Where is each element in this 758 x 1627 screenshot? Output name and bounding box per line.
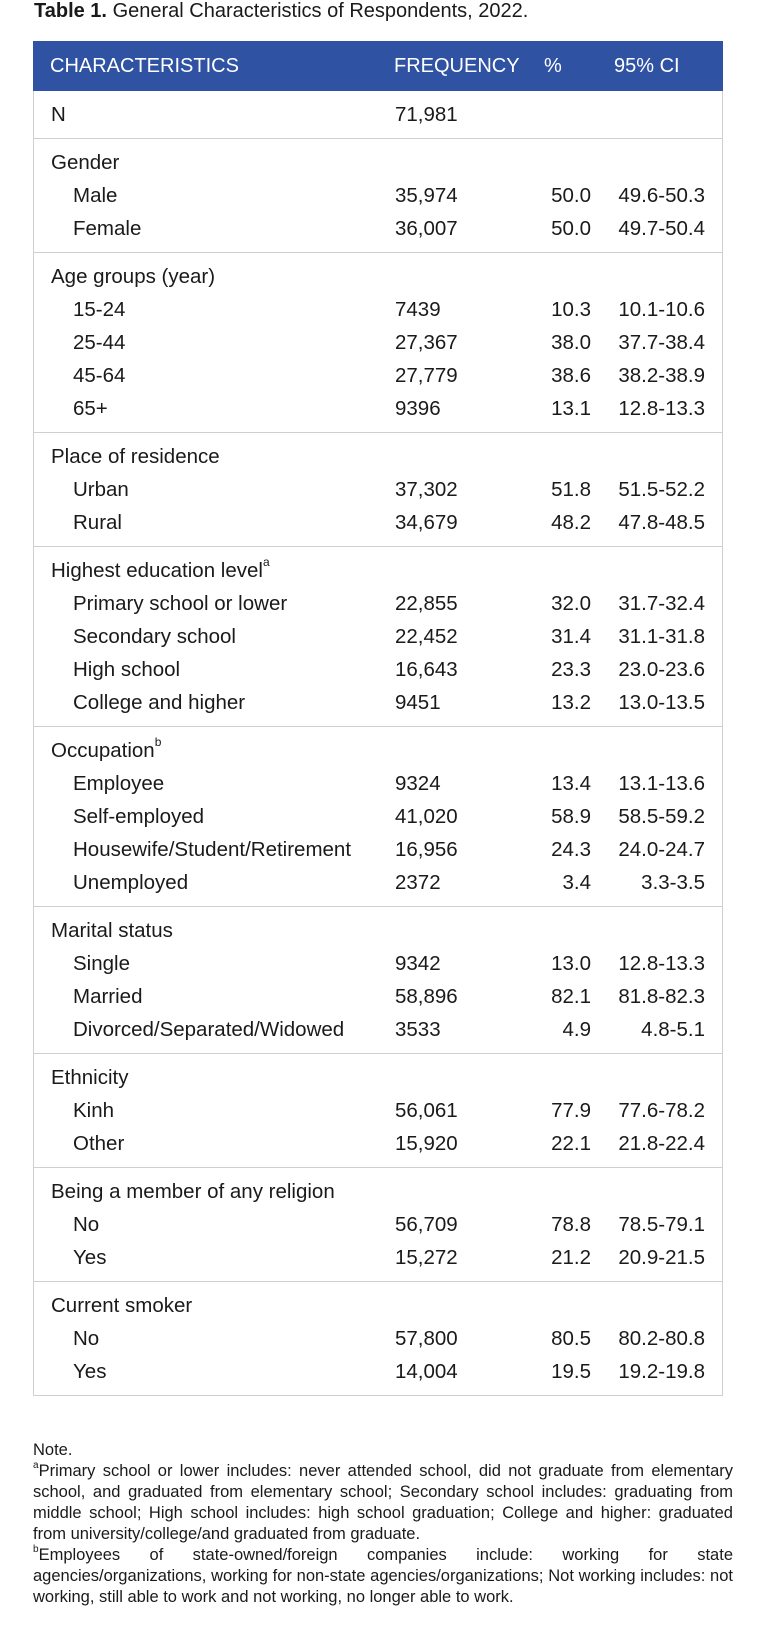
section-title-text: Being a member of any religion	[51, 1180, 335, 1203]
section-title-text: Gender	[51, 151, 120, 174]
table-section	[34, 91, 722, 139]
table-caption-text: General Characteristics of Respondents, 2022.	[112, 0, 529, 22]
section-title	[51, 103, 66, 127]
row-ci: 58.5-59.2	[618, 805, 705, 828]
table-row	[34, 393, 722, 426]
table-section	[34, 727, 722, 907]
row-frequency: 3533	[395, 1018, 441, 1041]
row-ci: 19.2-19.8	[618, 1360, 705, 1383]
row-percent: 80.5	[551, 1327, 591, 1350]
row-frequency: 16,956	[395, 838, 458, 861]
note-a-marker: a	[33, 1459, 39, 1471]
row-ci: 31.1-31.8	[618, 625, 705, 648]
table-row	[34, 294, 722, 327]
row-frequency: 36,007	[395, 217, 458, 240]
table-section	[34, 433, 722, 547]
row-percent: 23.3	[551, 658, 591, 681]
table-row	[34, 687, 722, 720]
row-label: Male	[73, 184, 118, 207]
table-row	[34, 654, 722, 687]
row-label: 15-24	[73, 298, 126, 321]
note-a	[33, 1461, 733, 1545]
section-title-row	[34, 555, 722, 588]
row-ci: 4.8-5.1	[641, 1018, 705, 1041]
row-percent: 50.0	[551, 184, 591, 207]
row-label: High school	[73, 658, 181, 681]
row-label: Self-employed	[73, 805, 205, 828]
table-row	[34, 981, 722, 1014]
row-percent: 78.8	[551, 1213, 591, 1236]
section-title-text: Age groups (year)	[51, 265, 216, 288]
table-row	[34, 801, 722, 834]
table-row	[34, 588, 722, 621]
note-b-marker: b	[33, 1543, 39, 1555]
footnote-marker: b	[154, 735, 162, 750]
table-notes	[33, 1440, 733, 1608]
row-frequency: 9451	[395, 691, 441, 714]
row-frequency: 15,272	[395, 1246, 458, 1269]
section-title-text: Occupation	[51, 739, 155, 762]
row-percent: 77.9	[551, 1099, 591, 1122]
table-section	[34, 1054, 722, 1168]
row-label: 25-44	[73, 331, 126, 354]
row-frequency: 14,004	[395, 1360, 458, 1383]
characteristics-table	[33, 41, 723, 1396]
row-percent: 13.4	[551, 772, 591, 795]
table-row	[34, 327, 722, 360]
row-frequency: 22,855	[395, 592, 458, 615]
table-section	[34, 253, 722, 433]
row-ci: 12.8-13.3	[618, 397, 705, 420]
row-ci: 10.1-10.6	[618, 298, 705, 321]
row-label: Female	[73, 217, 142, 240]
table-row	[34, 834, 722, 867]
section-title-row	[34, 1062, 722, 1095]
row-frequency: 34,679	[395, 511, 458, 534]
row-frequency: 37,302	[395, 478, 458, 501]
row-percent: 3.4	[562, 871, 591, 894]
row-ci: 20.9-21.5	[618, 1246, 705, 1269]
row-percent: 82.1	[551, 985, 591, 1008]
section-title	[51, 1066, 128, 1090]
table-row	[34, 948, 722, 981]
table-caption	[34, 0, 528, 22]
row-ci: 13.0-13.5	[618, 691, 705, 714]
row-ci: 21.8-22.4	[618, 1132, 705, 1155]
notes-heading: Note.	[33, 1441, 73, 1459]
header-ci: 95% CI	[614, 55, 680, 77]
row-percent: 50.0	[551, 217, 591, 240]
row-percent: 10.3	[551, 298, 591, 321]
row-frequency: 58,896	[395, 985, 458, 1008]
table-row	[34, 621, 722, 654]
table-row	[34, 768, 722, 801]
row-percent: 4.9	[562, 1018, 591, 1041]
table-row	[34, 180, 722, 213]
table-section	[34, 1282, 722, 1396]
row-percent: 38.6	[551, 364, 591, 387]
header-percent: %	[544, 55, 562, 77]
row-frequency: 27,367	[395, 331, 458, 354]
table-row	[34, 1128, 722, 1161]
section-title-text: Marital status	[51, 919, 173, 942]
row-label: College and higher	[73, 691, 246, 714]
row-frequency: 56,061	[395, 1099, 458, 1122]
table-row	[34, 1356, 722, 1389]
section-title-row	[34, 1290, 722, 1323]
table-row	[34, 1209, 722, 1242]
row-label: Divorced/Separated/Widowed	[73, 1018, 345, 1041]
row-percent: 13.1	[551, 397, 591, 420]
row-ci: 23.0-23.6	[618, 658, 705, 681]
row-frequency: 16,643	[395, 658, 458, 681]
table-row	[34, 507, 722, 540]
row-ci: 47.8-48.5	[618, 511, 705, 534]
row-percent: 51.8	[551, 478, 591, 501]
row-frequency: 9396	[395, 397, 441, 420]
section-title-row	[34, 1176, 722, 1209]
section-title	[51, 265, 215, 289]
row-frequency: 56,709	[395, 1213, 458, 1236]
row-ci: 13.1-13.6	[618, 772, 705, 795]
note-b-text: Employees of state-owned/foreign companies include: working for state agencies/organizations, working for non-state agencies/organizations; Not working includes: not working, still able to work and not working, no longer able to work.	[33, 1546, 733, 1606]
row-frequency: 9342	[395, 952, 441, 975]
row-ci: 80.2-80.8	[618, 1327, 705, 1350]
row-label: Married	[73, 985, 143, 1008]
row-label: Rural	[73, 511, 122, 534]
row-label: Single	[73, 952, 130, 975]
row-ci: 49.7-50.4	[618, 217, 705, 240]
section-title	[51, 445, 220, 469]
row-label: Yes	[73, 1360, 107, 1383]
row-ci: 77.6-78.2	[618, 1099, 705, 1122]
table-row	[34, 867, 722, 900]
row-ci: 38.2-38.9	[618, 364, 705, 387]
table-row	[34, 360, 722, 393]
row-ci: 51.5-52.2	[618, 478, 705, 501]
row-ci: 37.7-38.4	[618, 331, 705, 354]
row-percent: 58.9	[551, 805, 591, 828]
row-frequency: 2372	[395, 871, 441, 894]
row-ci: 78.5-79.1	[618, 1213, 705, 1236]
header-frequency: FREQUENCY	[394, 55, 520, 77]
section-title-row	[34, 147, 722, 180]
row-ci: 12.8-13.3	[618, 952, 705, 975]
section-title-row	[34, 99, 722, 132]
section-title-row	[34, 915, 722, 948]
row-label: Urban	[73, 478, 129, 501]
row-percent: 38.0	[551, 331, 591, 354]
row-label: No	[73, 1213, 100, 1236]
row-percent: 22.1	[551, 1132, 591, 1155]
table-section	[34, 1168, 722, 1282]
section-title	[51, 735, 162, 763]
row-label: Yes	[73, 1246, 107, 1269]
section-title-text: Ethnicity	[51, 1066, 129, 1089]
row-frequency: 9324	[395, 772, 441, 795]
footnote-marker: a	[262, 555, 270, 570]
section-title	[51, 151, 119, 175]
table-section	[34, 139, 722, 253]
row-frequency: 27,779	[395, 364, 458, 387]
section-title	[51, 1180, 335, 1204]
note-b	[33, 1545, 733, 1608]
row-label: Housewife/Student/Retirement	[73, 838, 352, 861]
row-ci: 31.7-32.4	[618, 592, 705, 615]
table-header	[33, 41, 723, 91]
row-label: 45-64	[73, 364, 126, 387]
row-label: Employee	[73, 772, 165, 795]
row-percent: 24.3	[551, 838, 591, 861]
row-frequency: 41,020	[395, 805, 458, 828]
row-label: 65+	[73, 397, 108, 420]
section-title	[51, 919, 173, 943]
section-title-text: Highest education level	[51, 559, 263, 582]
table-row	[34, 213, 722, 246]
row-percent: 19.5	[551, 1360, 591, 1383]
row-frequency: 22,452	[395, 625, 458, 648]
row-ci: 24.0-24.7	[618, 838, 705, 861]
section-title-text: Place of residence	[51, 445, 220, 468]
row-frequency: 15,920	[395, 1132, 458, 1155]
row-label: Unemployed	[73, 871, 189, 894]
table-row	[34, 1014, 722, 1047]
section-title-text: N	[51, 103, 66, 126]
section-title-row	[34, 735, 722, 768]
table-row	[34, 1242, 722, 1275]
table-caption-label: Table 1.	[34, 0, 107, 22]
row-frequency: 35,974	[395, 184, 458, 207]
row-percent: 31.4	[551, 625, 591, 648]
table-section	[34, 907, 722, 1054]
row-label: Other	[73, 1132, 125, 1155]
row-label: Kinh	[73, 1099, 115, 1122]
header-characteristics: CHARACTERISTICS	[50, 55, 239, 77]
row-ci: 81.8-82.3	[618, 985, 705, 1008]
row-label: No	[73, 1327, 100, 1350]
section-value: 71,981	[395, 103, 458, 126]
section-title	[51, 1294, 192, 1318]
table-row	[34, 1095, 722, 1128]
section-title-row	[34, 441, 722, 474]
row-ci: 3.3-3.5	[641, 871, 705, 894]
row-frequency: 7439	[395, 298, 441, 321]
table-row	[34, 1323, 722, 1356]
section-title	[51, 555, 270, 583]
section-title-text: Current smoker	[51, 1294, 193, 1317]
row-percent: 13.2	[551, 691, 591, 714]
row-label: Secondary school	[73, 625, 236, 648]
row-label: Primary school or lower	[73, 592, 288, 615]
row-frequency: 57,800	[395, 1327, 458, 1350]
row-percent: 48.2	[551, 511, 591, 534]
row-percent: 13.0	[551, 952, 591, 975]
row-percent: 21.2	[551, 1246, 591, 1269]
table-section	[34, 547, 722, 727]
table-body	[33, 91, 723, 1396]
row-percent: 32.0	[551, 592, 591, 615]
row-ci: 49.6-50.3	[618, 184, 705, 207]
note-a-text: Primary school or lower includes: never attended school, did not graduate from elementary school, and graduated from elementary school; Secondary school includes: graduating from middle school; High school includes: high school graduation; College and higher: graduated from university/college/and graduated from graduate.	[33, 1462, 733, 1543]
section-title-row	[34, 261, 722, 294]
table-row	[34, 474, 722, 507]
